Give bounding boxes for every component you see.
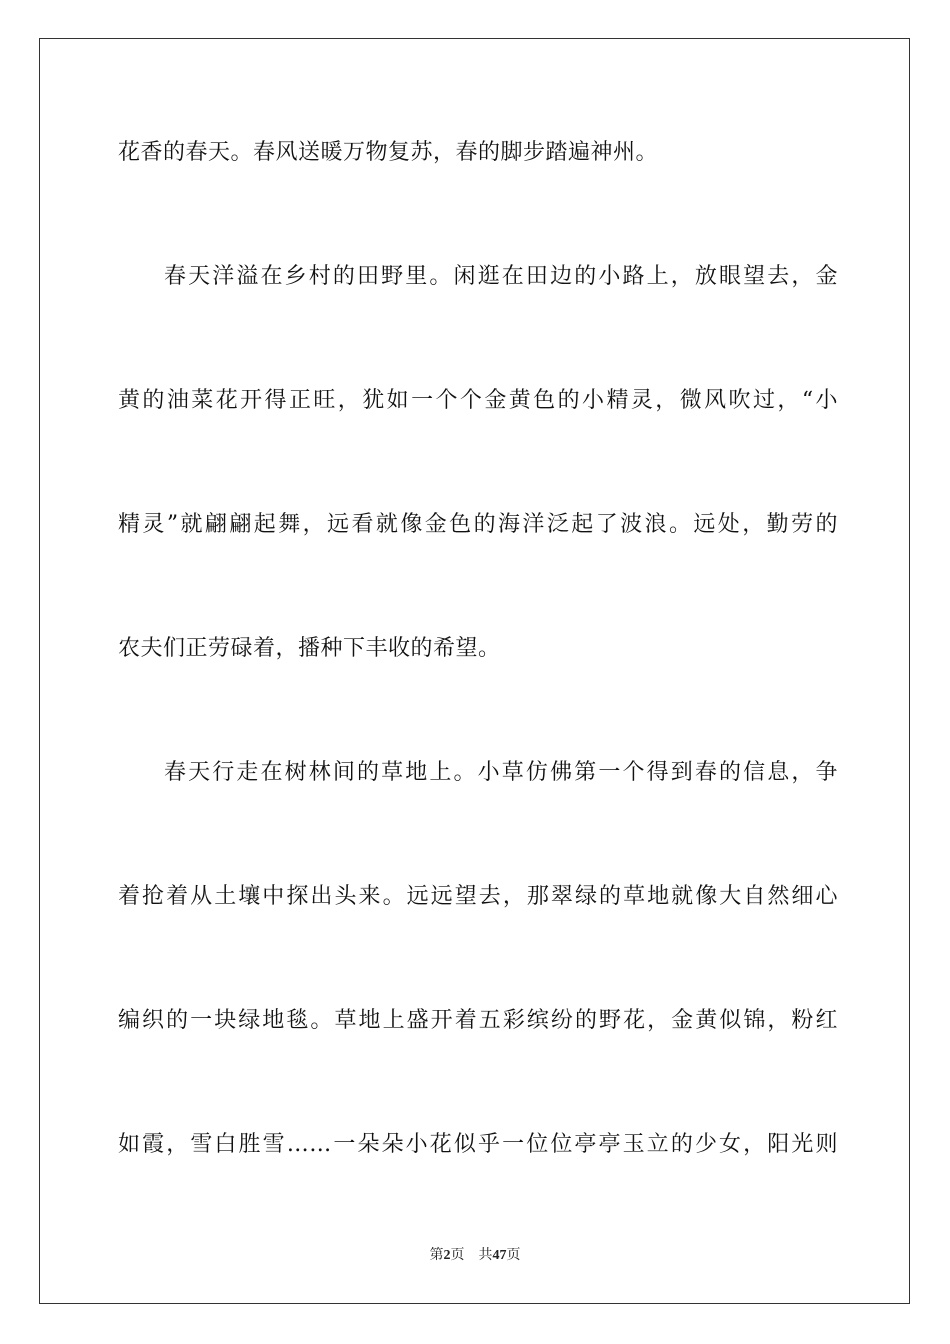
page-footer [0, 1246, 950, 1265]
page-suffix: 页 [450, 1247, 465, 1263]
page-number: 2 [443, 1248, 451, 1263]
paragraph-line-3: 黄的油菜花开得正旺，犹如一个个金黄色的小精灵，微风吹过，“小 [118, 388, 838, 413]
paragraph-line-6: 春天行走在树林间的草地上。小草仿佛第一个得到春的信息，争 [164, 760, 838, 785]
paragraph-line-5: 农夫们正劳碌着，播种下丰收的希望。 [118, 636, 501, 661]
paragraph-line-1: 花香的春天。春风送暖万物复苏，春的脚步踏遍神州。 [118, 140, 659, 165]
total-prefix: 共 [478, 1247, 493, 1263]
paragraph-line-2: 春天洋溢在乡村的田野里。闲逛在田边的小路上，放眼望去，金 [164, 264, 838, 289]
paragraph-line-9: 如霞，雪白胜雪……一朵朵小花似乎一位位亭亭玉立的少女，阳光则 [118, 1132, 838, 1157]
page-border [39, 38, 910, 1304]
paragraph-line-8: 编织的一块绿地毯。草地上盛开着五彩缤纷的野花，金黄似锦，粉红 [118, 1008, 838, 1033]
total-pages: 47 [492, 1248, 507, 1263]
total-suffix: 页 [506, 1247, 521, 1263]
paragraph-line-7: 着抢着从土壤中探出头来。远远望去，那翠绿的草地就像大自然细心 [118, 884, 838, 909]
paragraph-line-4: 精灵”就翩翩起舞，远看就像金色的海洋泛起了波浪。远处，勤劳的 [118, 512, 838, 537]
page-prefix: 第 [429, 1247, 444, 1263]
